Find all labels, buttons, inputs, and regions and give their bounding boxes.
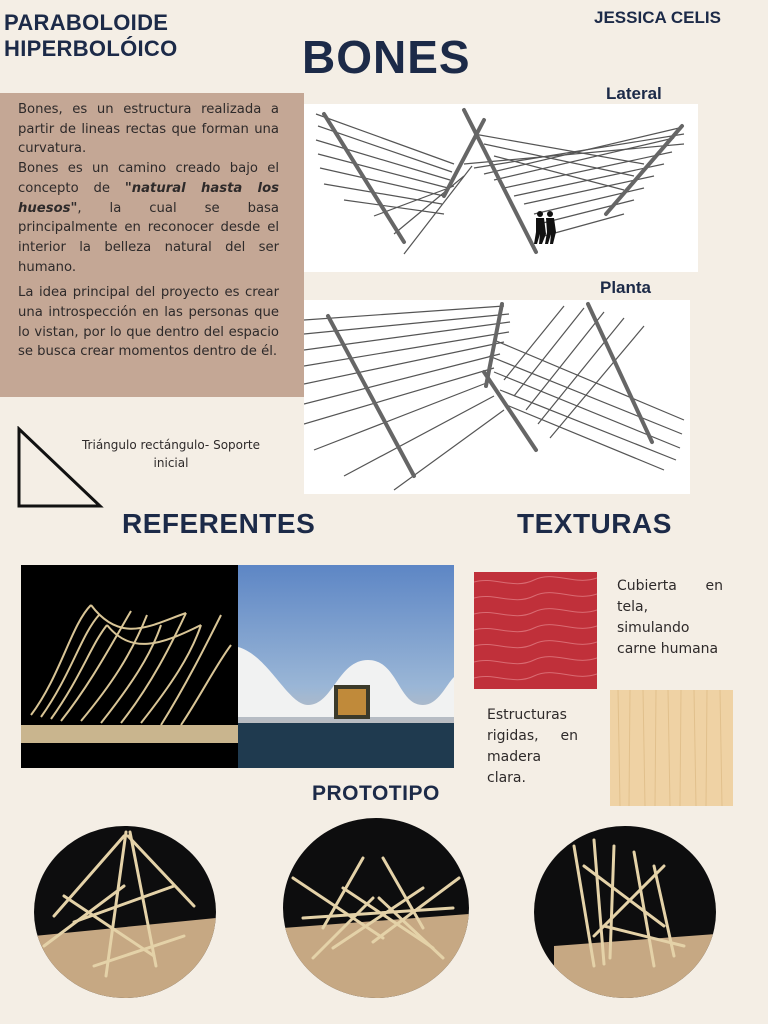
project-name: BONES <box>302 31 471 83</box>
main-title-line1: PARABOLOIDE <box>4 10 169 35</box>
prototype-photo-3 <box>534 826 716 998</box>
support-caption: Triángulo rectángulo- Soporte inicial <box>81 438 261 470</box>
referentes-heading: REFERENTES <box>122 508 316 539</box>
description-paragraph-1: Bones, es un estructura realizada a partir de lineas rectas que forman una curvatura. <box>18 102 279 157</box>
main-title <box>4 10 178 62</box>
description-paragraph-2 <box>18 159 279 277</box>
texture-wood-text: Estructuras rigidas, en madera clara. <box>487 707 578 786</box>
author-name: JESSICA CELIS <box>594 8 721 27</box>
texture-fabric-text: Cubierta en tela, simulando carne humana <box>617 578 723 657</box>
lateral-label: Lateral <box>606 84 662 103</box>
lateral-sketch-drawing <box>304 104 698 272</box>
referent-model-picture <box>21 565 238 768</box>
referent-image-model <box>21 565 238 768</box>
wood-texture-swatch <box>610 690 733 806</box>
prototype-photo-2 <box>283 818 469 998</box>
description-panel <box>0 93 304 397</box>
planta-label: Planta <box>600 278 652 297</box>
main-title-line2: HIPERBOLÓICO <box>4 36 178 61</box>
description-p2-start: Bones es un camino creado bajo el concepto de <box>18 161 279 196</box>
referent-building-picture <box>238 565 454 768</box>
description-p2-emphasis: "natural hasta los huesos" <box>18 180 279 216</box>
description-paragraph-3: La idea principal del proyecto es crear una introspección en las personas que lo vistan, por lo que dentro del espacio se busca crear momentos dentro de él. <box>18 285 279 360</box>
prototype-3-picture <box>534 826 716 998</box>
lateral-sketch <box>304 104 698 272</box>
wood-texture <box>610 690 733 806</box>
prototype-1-picture <box>34 826 216 998</box>
prototype-photo-1 <box>34 826 216 998</box>
planta-sketch-drawing <box>304 300 690 494</box>
prototipo-heading: PROTOTIPO <box>312 782 440 805</box>
referent-image-building <box>238 565 454 768</box>
texturas-heading: TEXTURAS <box>517 508 672 539</box>
planta-sketch <box>304 300 690 494</box>
red-texture-swatch <box>474 572 597 689</box>
prototype-2-picture <box>283 818 469 998</box>
description-p2-end: , la cual se basa principalmente en reconocer desde el interior la belleza natural del ser humano. <box>18 200 279 275</box>
red-fabric-texture <box>474 572 597 689</box>
